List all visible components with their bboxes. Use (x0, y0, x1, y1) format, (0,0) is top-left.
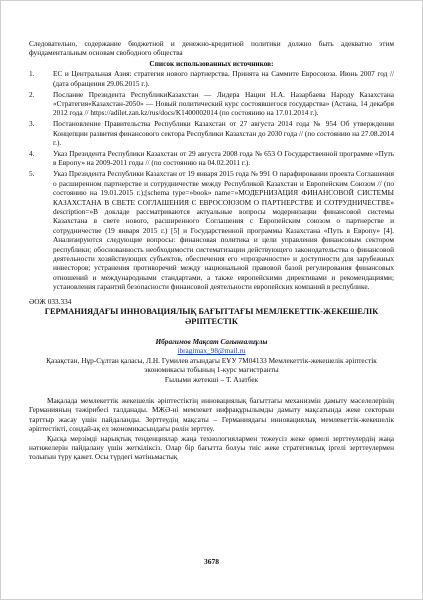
author-name: Ибрагимов Мақсат Сағынғалиұлы (155, 336, 268, 346)
reference-text: Постановление Правительства Республики Казахстан от 27 августа 2014 года № 954 Об утверждении Концепции развития финансового сектора Республики Казахстан до 2030 года // (по состоянию на 27.08.2014 г.). (53, 119, 394, 148)
references-title: Список использованных источников: (149, 58, 274, 68)
udc-code: ӘОЖ 033.334 (29, 296, 72, 306)
reference-item (29, 149, 394, 168)
abstract (29, 396, 394, 462)
reference-item (29, 90, 394, 118)
intro-paragraph: Следовательно, содержание бюджетной и денежно-кредитной политики должно быть адекватно этим фундаментальным основам свободного общества (29, 39, 394, 58)
references-list (29, 69, 394, 291)
author-affiliation: Қазақстан, Нұр-Сұлтан қаласы, Л.Н. Гумилев атындағы ЕҰУ 7М04133 Мемлекеттік-жекешелік әріптестік экономикасы тобының 1-курс магистранты (46, 355, 377, 375)
reference-number: 1. (29, 69, 35, 79)
reference-item (29, 169, 394, 291)
reference-text: ЕС и Центральная Азия: стратегия нового партнерства. Принята на Саммите Евросоюза. Июнь 2007 год // (дата обращения 29.06.2015 г.). (53, 69, 394, 88)
abstract-paragraph: Мақалада мемлекеттік жекешелік әріптестіктің инновациялық бағыттағы механизмін дамыту мәселелерінің Германияның тәжірибесі талданады. МЖӘ-ні мемлекет инфрақұрылымды дамыту мақсатында жеке секторын тарттыр жасау үшін пайдаланды. Зерттеудің мақсаты – Германиядағы инновациялық мемлекеттік-жекешелік әріптестікті, сондай-ақ ел экономикасындағы рөлін зерттеу. (29, 396, 394, 434)
reference-item (29, 119, 394, 147)
reference-text: Указ Президента Республики Казахстан от 19 января 2015 года № 991 О парафировании проекта Соглашения о расширенном партнерстве и сотрудничестве между Республикой Казахстан и Европейским Союзом // (по состоянию на 19.01.2015 г.);[schema type=»book» name=»МОДЕРНИЗАЦИЯ ФИНАНСОВОЙ СИСТЕМЫ КАЗАХСТАНА В СВЕТЕ СОГЛАШЕНИЯ С ЕВРОСОЮЗОМ О ПАРТНЕРСТВЕ И СОТРУДНИЧЕСТВЕ» description=»В докладе рассматриваются актуальные вопросы модернизации финансовой системы Казахстана в свете нового, расширенного Соглашения с Европейским союзом о партнерстве и сотрудничестве (19 января 2015 г.) [5] и Государственной программы Казахстана «Путь в Европу» [4]. Анализируются следующие вопросы: финансовая политика и цели управления финансовым сектором республики; обоснованность необходимости систематизации действующего законодательства о финансовой деятельности хозяйствующих субъектов, обеспечения его «прозрачности» и доступности для зарубежных инвесторов; устранения противоречий между национальной правовой базой регулирования финансовых отношений и международными стандартами, а также европейскими директивами и рекомендациями; установления гарантий безопасности финансовой деятельности европейских компаний в республике. (53, 169, 394, 292)
scientific-advisor: Ғылыми жетекші – Т. Азатбек (164, 374, 259, 384)
reference-text: Послание Президента РеспубликиКазахстан — Лидера Нации Н.А. Назарбаева Народу Казахстана «Стратегия«Казахстан-2050» — Новый политический курс состоявшегося государства» (Астана, 14 декабря 2012 года // https://adilet.zan.kz/rus/docs/K1400002014 (по состоянию на 17.01.2014 г.). (53, 89, 394, 118)
reference-number: 5. (29, 169, 35, 179)
reference-item (29, 69, 394, 88)
page-number: 3678 (204, 557, 219, 566)
reference-number: 3. (29, 119, 35, 129)
abstract-paragraph: Қысқа мерзімді нарықтық тенденциялар жаңа технологиялармен тежеусіз жеке өрмелі зерттеулердің жаңа нәтижелерін пайдалану үшін жеткіліксіз. Олар бір бағытта болуы тиіс жеке стратегиялық іргелі зерттеулермен толығын түру қажет. Осы түрдеғі мәтіньмастық (29, 433, 394, 462)
reference-number: 4. (29, 148, 35, 158)
reference-text: Указ Президента Республики Казахстан от 29 августа 2008 года № 653 О Государственной программе «Путь в Европу» на 2009-2011 годы // (по состоянию на 04.02.2011 г.). (53, 148, 394, 168)
author-email-link[interactable]: ibragimax_98@mail.ru (177, 346, 246, 356)
article-title: ГЕРМАНИЯДАҒЫ ИННОВАЦИЯЛЫҚ БАҒЫТТАҒЫ МЕМЛЕКЕТТІК-ЖЕКЕШЕЛІК ӘРІПТЕСТІК (44, 306, 379, 326)
reference-number: 2. (29, 89, 35, 99)
